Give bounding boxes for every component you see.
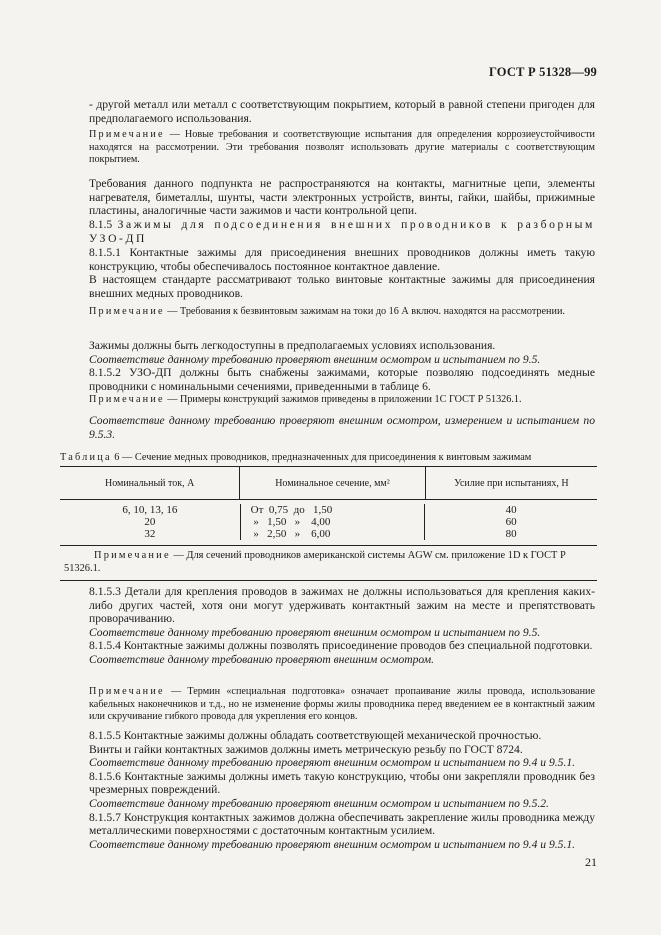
cell-force: 60 <box>424 516 597 528</box>
paragraph <box>89 273 595 300</box>
column-header-current: Номинальный ток, А <box>104 477 195 489</box>
paragraph-text: Зажимы должны быть легкодоступны в предполагаемых условиях использования. <box>89 339 496 352</box>
section-title: Зажимы для подсоединения внешних проводников к разборным УЗО-ДП <box>89 218 595 245</box>
paragraph-text: - другой металл или металл с соответствующим покрытием, который в равной степени пригоден для предполагаемого использования. <box>89 98 595 125</box>
column-header-force: Усилие при испытаниях, Н <box>425 467 597 499</box>
cell-current: 20 <box>144 516 156 528</box>
note-text: — Термин «специальная подготовка» означает пропаивание жилы провода, использование кабельных наконечников и т.д., но не изменение формы жилы проводника перед введением ее в контактный зажим или скручивание гибкого провода для укрепления его концов. <box>89 686 595 723</box>
cell-current: 6, 10, 13, 16 <box>122 504 178 516</box>
note-label: Примечание <box>89 394 165 405</box>
table-caption-text: 6 — Сечение медных проводников, предназначенных для присоединения к винтовым зажимам <box>111 452 532 463</box>
cell-section: » 1,50 » 4,00 <box>240 516 425 528</box>
paragraph-text: 8.1.5.6 Контактные зажимы должны иметь такую конструкцию, чтобы они закрепляли проводник без чрезмерных повреждений. <box>89 769 595 797</box>
cell-force: 80 <box>424 528 597 540</box>
table-body <box>60 500 597 545</box>
note <box>89 129 595 167</box>
cell-section: » 2,50 » 6,00 <box>240 528 425 540</box>
paragraph <box>89 585 595 667</box>
paragraph-text: 8.1.5.7 Конструкция контактных зажимов должна обеспечивать закрепление жилы проводника между металлическими поверхностями с достаточным контактным усилием. <box>89 810 595 838</box>
note-label: Примечание <box>89 129 165 140</box>
paragraph-text: 8.1.5.5 Контактные зажимы должны обладать соответствующей механической прочностью. <box>89 729 542 742</box>
compliance-text: Соответствие данному требованию проверяют внешним осмотром и испытанием по 9.5. <box>89 625 541 639</box>
cell-force: 40 <box>424 504 597 516</box>
table-row <box>60 516 597 528</box>
compliance-text: Соответствие данному требованию проверяют внешним осмотром и испытанием по 9.5.2. <box>89 796 549 810</box>
note <box>89 394 595 407</box>
paragraph-text: Требования данного подпункта не распространяются на контакты, магнитные цепи, элементы нагревателя, биметаллы, шунты, части электронных устройств, винты, гайки, шайбы, прижимные пластины, аналогичные части зажимов и части контрольной цепи. <box>89 177 595 218</box>
document-code: ГОСТ Р 51328—99 <box>488 65 597 79</box>
compliance-paragraph <box>89 414 595 441</box>
paragraph <box>89 246 595 273</box>
table-row <box>60 504 597 516</box>
conductor-table <box>60 466 597 581</box>
table-caption-label: Таблица <box>60 452 112 463</box>
table-header-row <box>60 467 597 500</box>
section-heading <box>89 218 595 245</box>
paragraph <box>89 177 595 218</box>
compliance-text: Соответствие данному требованию проверяют внешним осмотром и испытанием по 9.4 и 9.5.1. <box>89 837 576 851</box>
compliance-text: Соответствие данному требованию проверяют внешним осмотром. <box>89 652 435 666</box>
paragraph-text: Винты и гайки контактных зажимов должны иметь метрическую резьбу по ГОСТ 8724. <box>89 742 523 756</box>
compliance-text: Соответствие данному требованию проверяют внешним осмотром и испытанием по 9.5. <box>89 352 541 366</box>
compliance-text: Соответствие данному требованию проверяют внешним осмотром, измерением и испытанием по 9.5.3. <box>89 414 595 441</box>
paragraph-text: 8.1.5.4 Контактные зажимы должны позволять присоединение проводов без специальной подготовки. <box>89 639 593 653</box>
note-text: — Требования к безвинтовым зажимам на токи до 16 А включ. находятся на рассмотрении. <box>164 306 565 317</box>
table-row <box>60 528 597 540</box>
table-note-text: — Для сечений проводников американской системы AGW см. приложение 1D к ГОСТ Р 51326.1. <box>64 550 566 574</box>
note-label: Примечание <box>89 686 165 697</box>
paragraph <box>89 98 595 125</box>
note-text: — Новые требования и соответствующие испытания для определения коррозиеустойчивости находятся на рассмотрении. Эти требования позволят использовать другие материалы с соответствующим покрытием. <box>89 129 595 166</box>
paragraph-text: В настоящем стандарте рассматривают только винтовые контактные зажимы для присоединения внешних медных проводников. <box>89 273 595 300</box>
paragraph-text: 8.1.5.3 Детали для крепления проводов в зажимах не должны использоваться для крепления каких-либо других частей, хотя они могут удерживать контактный зажим на месте и препятствовать проворачиванию. <box>89 585 595 626</box>
paragraph <box>89 339 595 393</box>
table-caption <box>60 452 600 463</box>
note <box>89 306 595 319</box>
note <box>89 686 595 724</box>
page-number: 21 <box>585 855 597 869</box>
note-label: Примечание <box>89 306 165 317</box>
paragraph-text: 8.1.5.1 Контактные зажимы для присоединения внешних проводников должны иметь такую конструкцию, чтобы обеспечивалось постоянное контактное давление. <box>89 246 595 273</box>
section-number: 8.1.5 <box>89 218 118 231</box>
compliance-text: Соответствие данному требованию проверяют внешним осмотром и испытанием по 9.4 и 9.5.1. <box>89 756 576 770</box>
cell-current: 32 <box>144 528 156 540</box>
cell-section: От 0,75 до 1,50 <box>240 504 425 516</box>
note-text: — Примеры конструкций зажимов приведены в приложении 1С ГОСТ Р 51326.1. <box>164 394 522 405</box>
table-note <box>60 545 597 580</box>
paragraph <box>89 729 595 851</box>
table-note-label: Примечание <box>94 550 171 561</box>
paragraph-text: 8.1.5.2 УЗО-ДП должны быть снабжены зажимами, которые позволяю подсоединять медные проводники с номинальными сечениями, приведенными в таблице 6. <box>89 366 595 393</box>
column-header-section: Номинальное сечение, мм² <box>239 467 424 499</box>
